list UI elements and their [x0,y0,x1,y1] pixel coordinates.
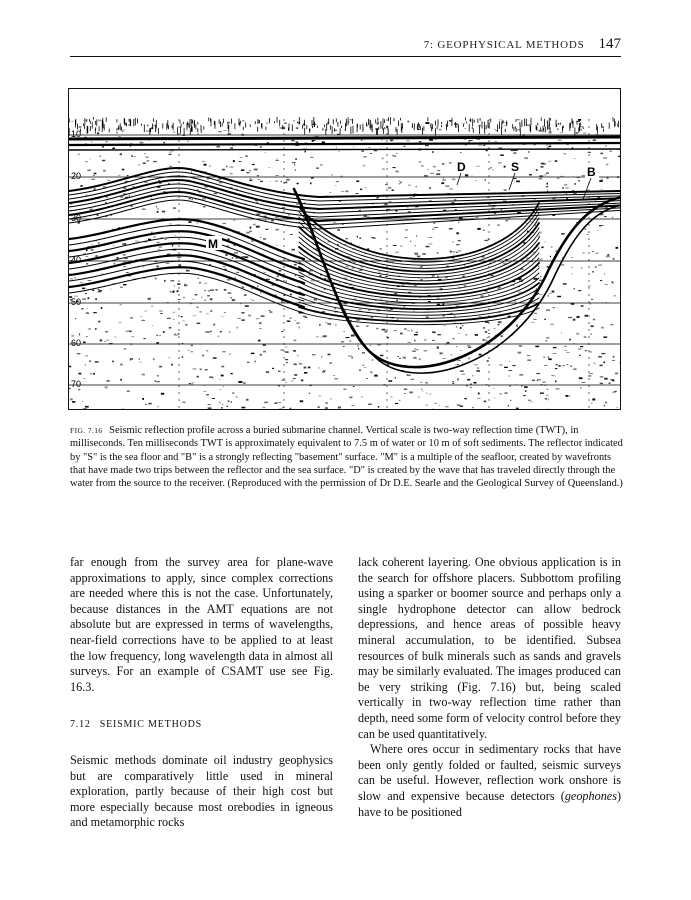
reflector-label-d: D [457,160,466,174]
depth-label-10: 10 [71,129,82,139]
right-paragraph-2-end: ) have to be positioned [358,788,621,819]
reflector-label-m: M [208,237,218,251]
running-title: 7: GEOPHYSICAL METHODS [423,39,585,51]
reflector-label-b: B [587,165,596,179]
depth-label-50: 50 [71,297,82,307]
seismic-profile-image [69,89,621,410]
depth-label-40: 40 [71,255,82,265]
section-title: SEISMIC METHODS [99,719,202,731]
section-number: 7.12 [70,719,91,731]
depth-label-70: 70 [71,379,82,389]
seismic-profile-figure [68,88,621,410]
running-head [424,36,621,53]
section-heading [70,717,333,733]
right-paragraph-2-start: Where ores occur in sedimentary rocks that have been only gently folded or faulted, seismic surveys can be useful. However, reflection work onshore is slow and expensive because detectors ( [358,742,621,803]
figure-caption [70,424,625,490]
depth-label-60: 60 [71,338,82,348]
italic-term-geophones: geophones [564,788,617,803]
figure-caption-label: FIG. 7.16 [70,426,103,435]
right-paragraph-2 [358,742,621,820]
depth-label-30: 30 [71,213,82,223]
right-paragraph-1: lack coherent layering. One obvious application is in the search for offshore placers. Subbottom profiling using a sparker or boomer source and perhaps only a single hydrophone detector can allow bedrock depressions, and hence areas of possible heavy mineral accumulation, to be identified. Subsea resources of bulk minerals such as sands and gravels may be similarly evaluated. The images produced can be very striking (Fig. 7.16) but, being scaled vertically in two-way reflection time rather than depth, need some form of velocity control before they can be used quantitatively. [358,555,621,741]
left-column [70,555,333,831]
reflector-label-s: S [511,160,520,174]
right-column [358,555,621,820]
left-paragraph-1: far enough from the survey area for plane-wave approximations to apply, since complex corrections are needed where this is not the case. Unfortunately, because distances in the AMT equations are not absolute but are expressed in terms of wavelengths, near-field corrections have to be applied to at least the low frequency, long wavelength data in almost all surveys. For an example of CSAMT use see Fig. 16.3. [70,555,333,694]
figure-caption-text: Seismic reflection profile across a buried submarine channel. Vertical scale is two-way reflection time (TWT), in milliseconds. Ten milliseconds TWT is approximately equivalent to 7.5 m of water or 10 m of soft sediments. The reflector indicated by "S" is the sea floor and "B" is a strongly reflecting "basement" surface. "M" is a multiple of the seafloor, created by wavefronts that have made two trips between the reflector and the sea surface. "D" is created by the wave that has traveled directly through the water from the source to the receiver. (Reproduced with the permission of Dr D.E. Searle and the Geological Survey of Queensland.) [70,425,623,490]
depth-label-20: 20 [71,171,82,181]
page-number: 147 [598,36,621,52]
header-rule [70,56,621,57]
direct-wave-bands [69,137,621,150]
left-paragraph-2: Seismic methods dominate oil industry geophysics but are comparatively little used in mineral exploration, partly because of their high cost but more especially because most orebodies in igneous and metamorphic rocks [70,752,333,830]
